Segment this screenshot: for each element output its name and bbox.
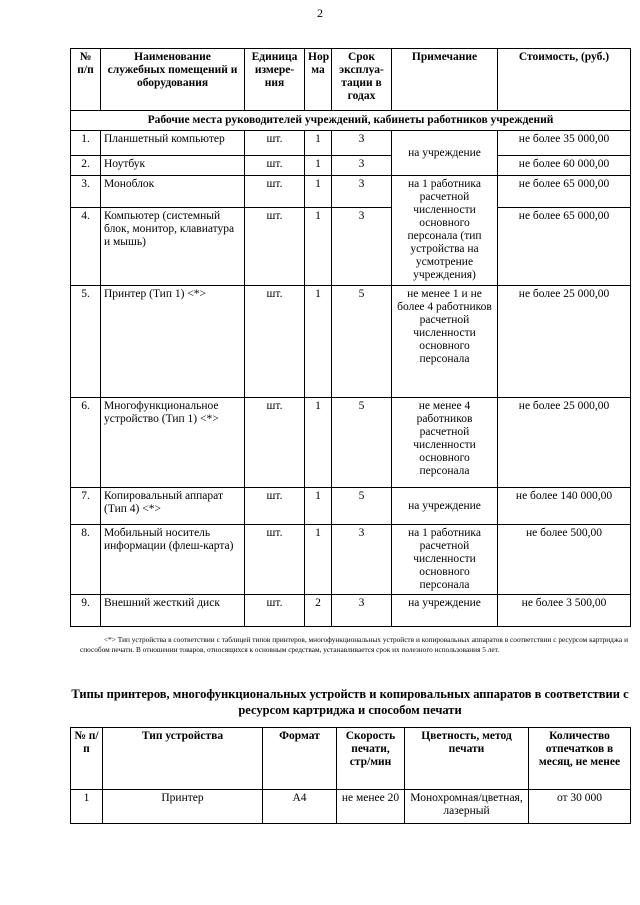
row-name: Многофункциональное устройство (Тип 1) <*> <box>101 398 245 488</box>
header-num: № п/п <box>71 728 103 790</box>
row-num: 7. <box>71 488 101 525</box>
row-num: 1. <box>71 131 101 156</box>
header-format: Формат <box>263 728 337 790</box>
row-cost: не более 65 000,00 <box>498 176 631 208</box>
row-name: Ноутбук <box>101 156 245 176</box>
table-row <box>71 286 631 398</box>
header-num: № п/п <box>71 49 101 111</box>
row-num: 2. <box>71 156 101 176</box>
row-name: Мобильный носитель информации (флеш-карта) <box>101 525 245 595</box>
row-note: на учреждение <box>392 595 498 627</box>
row-note: не менее 1 и не более 4 работников расчетной численности основного персонала <box>392 286 498 398</box>
row-unit: шт. <box>245 488 305 525</box>
row-term: 5 <box>332 488 392 525</box>
header-cost: Стоимость, (руб.) <box>498 49 631 111</box>
header-note: Примечание <box>392 49 498 111</box>
row-unit: шт. <box>245 156 305 176</box>
row-num: 1 <box>71 790 103 824</box>
row-unit: шт. <box>245 176 305 208</box>
header-speed: Скорость печати, стр/мин <box>337 728 405 790</box>
row-note: на 1 работника расчетной численности основного персонала (тип устройства на усмотрение учреждения) <box>392 176 498 286</box>
row-norm: 1 <box>305 398 332 488</box>
row-num: 4. <box>71 208 101 286</box>
row-cost: не более 25 000,00 <box>498 286 631 398</box>
row-num: 3. <box>71 176 101 208</box>
row-note: не менее 4 работников расчетной численности основного персонала <box>392 398 498 488</box>
table-row <box>71 176 631 208</box>
row-name: Внешний жесткий диск <box>101 595 245 627</box>
header-name: Наименование служебных помещений и оборудования <box>101 49 245 111</box>
row-norm: 1 <box>305 131 332 156</box>
row-term: 3 <box>332 156 392 176</box>
row-unit: шт. <box>245 286 305 398</box>
row-term: 3 <box>332 176 392 208</box>
section-title: Рабочие места руководителей учреждений, кабинеты работников учреждений <box>71 111 631 131</box>
table-row <box>71 525 631 595</box>
row-count: от 30 000 <box>529 790 631 824</box>
row-term: 5 <box>332 286 392 398</box>
header-term: Срок эксплуа- тации в годах <box>332 49 392 111</box>
section2-title: Типы принтеров, многофункциональных устройств и копировальных аппаратов в соответствии с ресурсом картриджа и способом печати <box>71 687 629 717</box>
row-norm: 1 <box>305 176 332 208</box>
page-number: 2 <box>317 6 323 20</box>
row-num: 6. <box>71 398 101 488</box>
row-note: на учреждение <box>392 488 498 525</box>
row-name: Компьютер (системный блок, монитор, клавиатура и мышь) <box>101 208 245 286</box>
row-norm: 1 <box>305 208 332 286</box>
header-color: Цветность, метод печати <box>405 728 529 790</box>
equipment-table <box>70 48 631 627</box>
row-norm: 2 <box>305 595 332 627</box>
row-name: Принтер (Тип 1) <*> <box>101 286 245 398</box>
row-name: Планшетный компьютер <box>101 131 245 156</box>
row-note: на учреждение <box>392 131 498 176</box>
row-num: 9. <box>71 595 101 627</box>
row-unit: шт. <box>245 525 305 595</box>
table-row <box>71 208 631 286</box>
row-norm: 1 <box>305 156 332 176</box>
row-cost: не более 3 500,00 <box>498 595 631 627</box>
row-term: 3 <box>332 131 392 156</box>
footnote: <*> Тип устройства в соответствии с таблицей типов принтеров, многофункциональных устройств и копировальных аппаратов в соответствии с ресурсом картриджа и способом печати. В отношении товаров, относящихся к основным средствам, устанавливается срок их полезного использования 5 лет. <box>80 635 628 654</box>
row-type: Принтер <box>103 790 263 824</box>
row-norm: 1 <box>305 488 332 525</box>
row-term: 3 <box>332 208 392 286</box>
row-term: 3 <box>332 525 392 595</box>
row-num: 5. <box>71 286 101 398</box>
row-cost: не более 25 000,00 <box>498 398 631 488</box>
table-row <box>71 398 631 488</box>
row-name: Моноблок <box>101 176 245 208</box>
table-header-row <box>71 728 631 790</box>
row-unit: шт. <box>245 398 305 488</box>
row-cost: не более 60 000,00 <box>498 156 631 176</box>
row-term: 3 <box>332 595 392 627</box>
row-name: Копировальный аппарат (Тип 4) <*> <box>101 488 245 525</box>
row-color: Монохромная/цветная, лазерный <box>405 790 529 824</box>
table-row <box>71 156 631 176</box>
row-format: А4 <box>263 790 337 824</box>
header-type: Тип устройства <box>103 728 263 790</box>
row-term: 5 <box>332 398 392 488</box>
row-norm: 1 <box>305 525 332 595</box>
row-cost: не более 500,00 <box>498 525 631 595</box>
header-count: Количество отпечатков в месяц, не менее <box>529 728 631 790</box>
header-unit: Единица измере- ния <box>245 49 305 111</box>
table-header-row <box>71 49 631 111</box>
table-row <box>71 488 631 525</box>
table-row <box>71 131 631 156</box>
row-cost: не более 140 000,00 <box>498 488 631 525</box>
table-row <box>71 595 631 627</box>
row-unit: шт. <box>245 208 305 286</box>
row-unit: шт. <box>245 131 305 156</box>
row-norm: 1 <box>305 286 332 398</box>
row-num: 8. <box>71 525 101 595</box>
row-cost: не более 35 000,00 <box>498 131 631 156</box>
row-speed: не менее 20 <box>337 790 405 824</box>
row-cost: не более 65 000,00 <box>498 208 631 286</box>
header-norm: Нор ма <box>305 49 332 111</box>
table-row <box>71 790 631 824</box>
device-types-table <box>70 727 631 824</box>
row-note: на 1 работника расчетной численности основного персонала <box>392 525 498 595</box>
row-unit: шт. <box>245 595 305 627</box>
